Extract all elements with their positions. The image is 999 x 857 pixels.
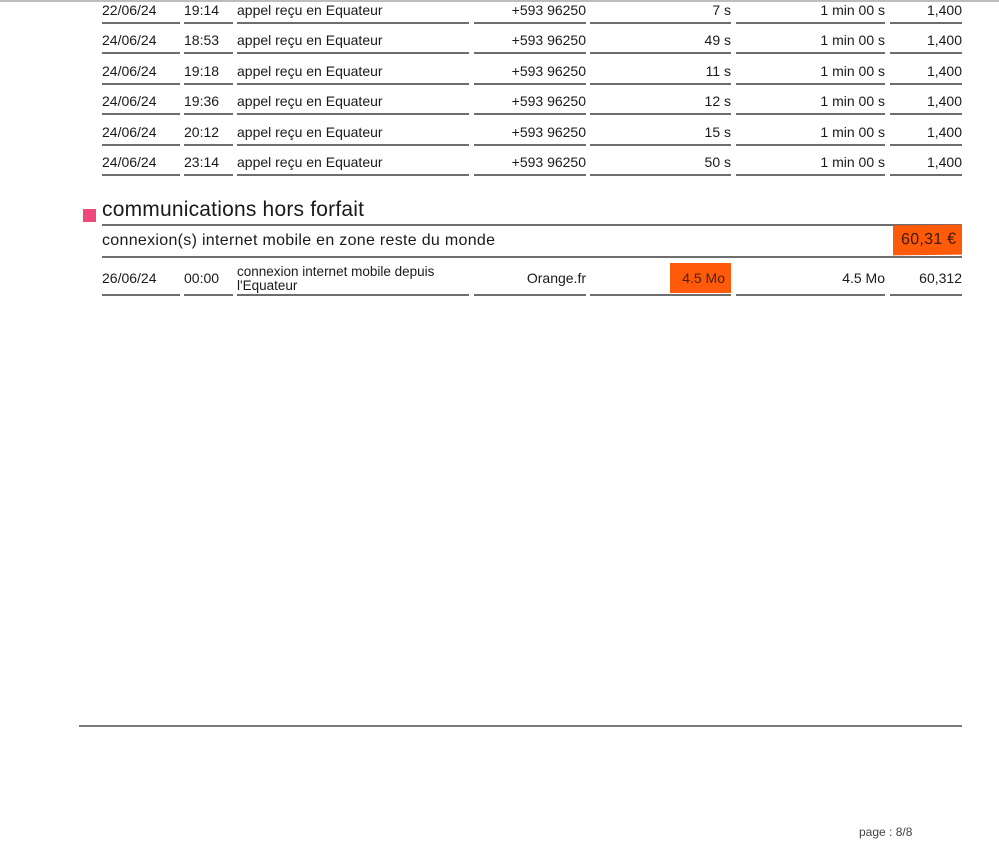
call-duration: 11 s	[590, 61, 731, 85]
call-time: 19:36	[184, 91, 233, 115]
call-billed-duration: 1 min 00 s	[736, 30, 885, 54]
call-amount: 1,400	[890, 91, 962, 115]
call-description: appel reçu en Equateur	[237, 152, 469, 176]
call-duration: 49 s	[590, 30, 731, 54]
section-title: communications hors forfait	[102, 197, 962, 226]
call-amount: 1,400	[890, 0, 962, 24]
call-time: 23:14	[184, 152, 233, 176]
section-marker-icon	[83, 209, 96, 222]
call-number: +593 96250	[474, 91, 586, 115]
detail-network: Orange.fr	[474, 263, 586, 296]
call-amount: 1,400	[890, 61, 962, 85]
call-number: +593 96250	[474, 30, 586, 54]
call-duration: 15 s	[590, 122, 731, 146]
page-number: page : 8/8	[859, 825, 913, 839]
call-duration: 7 s	[590, 0, 731, 24]
call-date: 24/06/24	[102, 122, 180, 146]
call-date: 24/06/24	[102, 91, 180, 115]
call-number: +593 96250	[474, 122, 586, 146]
call-billed-duration: 1 min 00 s	[736, 122, 885, 146]
table-row	[0, 152, 999, 182]
subsection-total-highlighted: 60,31 €	[893, 225, 962, 256]
call-duration: 50 s	[590, 152, 731, 176]
call-time: 19:14	[184, 0, 233, 24]
call-amount: 1,400	[890, 30, 962, 54]
call-number: +593 96250	[474, 152, 586, 176]
table-row	[0, 30, 999, 60]
subsection-header	[102, 229, 962, 258]
call-time: 19:18	[184, 61, 233, 85]
table-row	[0, 0, 999, 30]
call-date: 24/06/24	[102, 30, 180, 54]
call-number: +593 96250	[474, 61, 586, 85]
call-billed-duration: 1 min 00 s	[736, 0, 885, 24]
call-description: appel reçu en Equateur	[237, 122, 469, 146]
call-date: 24/06/24	[102, 152, 180, 176]
detail-time: 00:00	[184, 263, 233, 296]
detail-billed-volume: 4.5 Mo	[736, 263, 885, 296]
call-date: 24/06/24	[102, 61, 180, 85]
call-billed-duration: 1 min 00 s	[736, 61, 885, 85]
table-row	[0, 61, 999, 91]
call-description: appel reçu en Equateur	[237, 91, 469, 115]
table-row	[0, 91, 999, 121]
call-billed-duration: 1 min 00 s	[736, 152, 885, 176]
detail-description: connexion internet mobile depuis l'Equateur	[237, 263, 469, 296]
subsection-title: connexion(s) internet mobile en zone reste du monde	[102, 232, 496, 249]
table-row-data-connection	[0, 263, 999, 296]
footer-divider	[79, 725, 962, 727]
call-number: +593 96250	[474, 0, 586, 24]
call-time: 20:12	[184, 122, 233, 146]
detail-volume-highlighted: 4.5 Mo	[670, 263, 731, 293]
call-date: 22/06/24	[102, 0, 180, 24]
call-billed-duration: 1 min 00 s	[736, 91, 885, 115]
call-description: appel reçu en Equateur	[237, 61, 469, 85]
call-description: appel reçu en Equateur	[237, 30, 469, 54]
call-amount: 1,400	[890, 122, 962, 146]
call-amount: 1,400	[890, 152, 962, 176]
call-description: appel reçu en Equateur	[237, 0, 469, 24]
detail-date: 26/06/24	[102, 263, 180, 296]
call-duration: 12 s	[590, 91, 731, 115]
detail-volume-cell	[590, 263, 731, 296]
table-row	[0, 122, 999, 152]
detail-amount: 60,312	[890, 263, 962, 296]
call-time: 18:53	[184, 30, 233, 54]
